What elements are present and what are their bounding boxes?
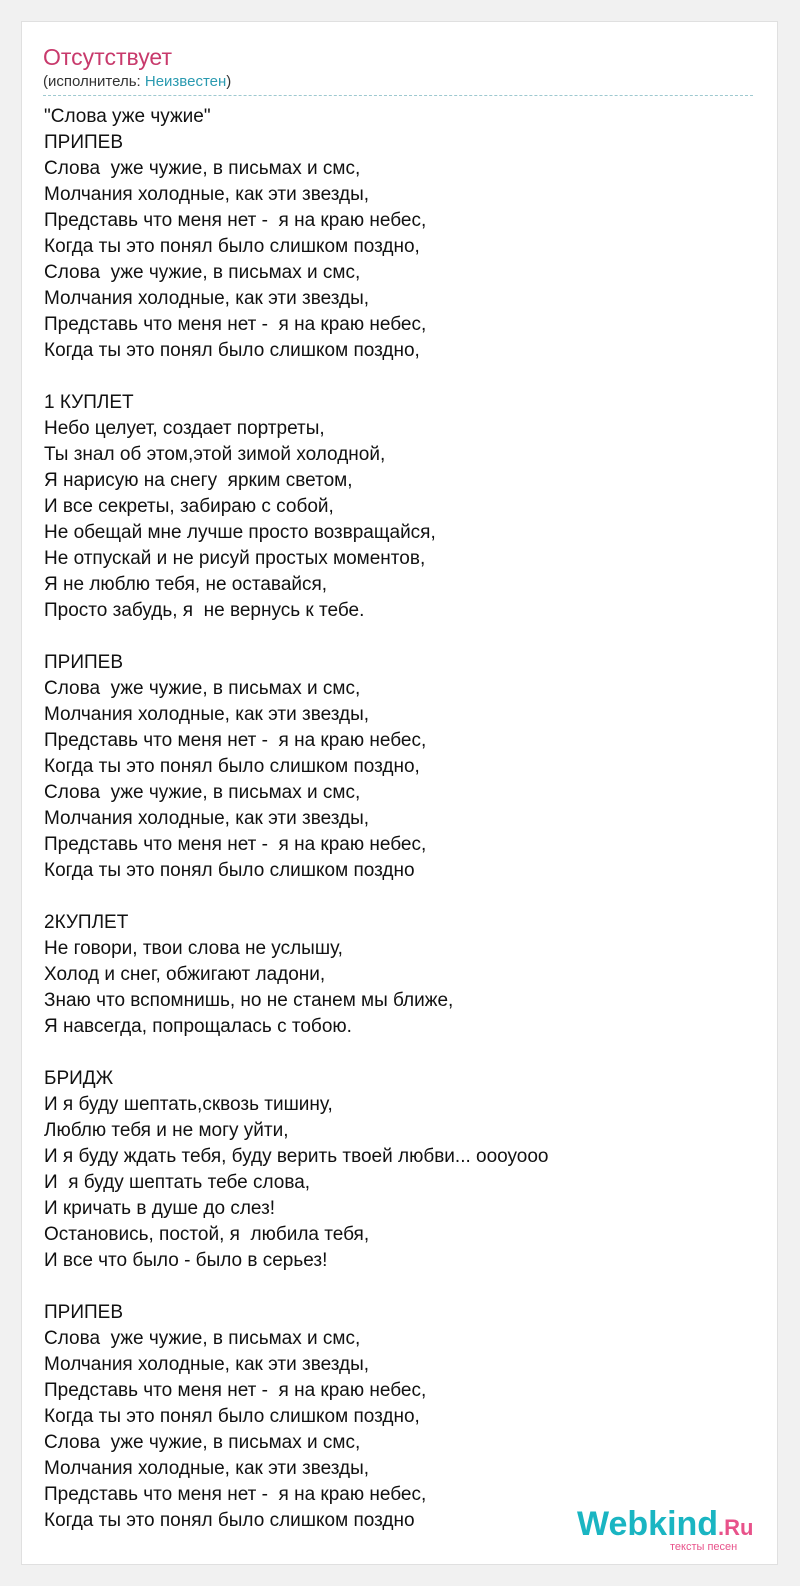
lyric-line — [44, 1274, 754, 1300]
lyric-line: Знаю что вспомнишь, но не станем мы ближе, — [44, 990, 454, 1011]
lyric-line: "Слова уже чужие" — [44, 106, 211, 127]
lyric-line: Молчания холодные, как эти звезды, — [44, 704, 370, 725]
lyric-line: И все что было - было в серьез! — [44, 1250, 328, 1271]
lyric-line: Когда ты это понял было слишком поздно, — [44, 340, 420, 361]
lyrics-text — [44, 104, 754, 1534]
lyric-line: Просто забудь, я не вернусь к тебе. — [44, 600, 365, 621]
lyric-line: БРИДЖ — [44, 1068, 114, 1089]
artist-line — [43, 73, 231, 91]
lyric-line: Когда ты это понял было слишком поздно — [44, 860, 415, 881]
song-title: Отсутствует — [43, 44, 172, 70]
lyric-line: Представь что меня нет - я на краю небес, — [44, 834, 427, 855]
lyric-line: Люблю тебя и не могу уйти, — [44, 1120, 289, 1141]
lyric-line: 1 КУПЛЕТ — [44, 392, 134, 413]
lyric-line: Молчания холодные, как эти звезды, — [44, 1458, 370, 1479]
title-divider — [43, 95, 753, 96]
lyric-line: Слова уже чужие, в письмах и смс, — [44, 678, 361, 699]
lyric-line: Когда ты это понял было слишком поздно, — [44, 756, 420, 777]
lyric-line — [44, 624, 754, 650]
lyric-line: Представь что меня нет - я на краю небес, — [44, 314, 427, 335]
logo-main-text: Webkind — [577, 1505, 719, 1543]
lyric-line: Остановись, постой, я любила тебя, — [44, 1224, 370, 1245]
lyric-line: Не отпускай и не рисуй простых моментов, — [44, 548, 426, 569]
lyric-line: Представь что меня нет - я на краю небес, — [44, 730, 427, 751]
lyric-line: ПРИПЕВ — [44, 652, 123, 673]
lyric-line: И кричать в душе до слез! — [44, 1198, 276, 1219]
artist-prefix: (исполнитель: — [43, 73, 145, 90]
site-logo[interactable] — [577, 1504, 777, 1564]
logo-tagline: тексты песен — [670, 1541, 738, 1553]
lyric-line: Не обещай мне лучше просто возвращайся, — [44, 522, 436, 543]
lyric-line: Когда ты это понял было слишком поздно — [44, 1510, 415, 1531]
lyric-line: Представь что меня нет - я на краю небес, — [44, 1484, 427, 1505]
lyric-line: Я нарисую на снегу ярким светом, — [44, 470, 353, 491]
artist-link[interactable]: Неизвестен — [144, 73, 227, 90]
lyric-line: Холод и снег, обжигают ладони, — [44, 964, 326, 985]
lyric-line: И я буду ждать тебя, буду верить твоей любви... оооуооо — [44, 1146, 549, 1167]
lyric-line: Слова уже чужие, в письмах и смс, — [44, 782, 361, 803]
lyric-line: И я буду шептать,сквозь тишину, — [44, 1094, 333, 1115]
lyric-line: И все секреты, забираю с собой, — [44, 496, 334, 517]
lyric-line: 2КУПЛЕТ — [44, 912, 129, 933]
lyric-line: Молчания холодные, как эти звезды, — [44, 288, 370, 309]
lyric-line: ПРИПЕВ — [44, 1302, 123, 1323]
lyric-line: Молчания холодные, как эти звезды, — [44, 1354, 370, 1375]
lyric-line — [44, 884, 754, 910]
lyric-line: Я навсегда, попрощалась с тобою. — [44, 1016, 352, 1037]
lyric-line: Когда ты это понял было слишком поздно, — [44, 236, 420, 257]
lyric-line: Молчания холодные, как эти звезды, — [44, 808, 370, 829]
logo-tld: .Ru — [718, 1515, 754, 1540]
lyric-line: Слова уже чужие, в письмах и смс, — [44, 158, 361, 179]
lyric-line: Небо целует, создает портреты, — [44, 418, 325, 439]
lyric-line: И я буду шептать тебе слова, — [44, 1172, 311, 1193]
lyric-line: ПРИПЕВ — [44, 132, 123, 153]
lyric-line — [44, 1040, 754, 1066]
lyric-line: Я не люблю тебя, не оставайся, — [44, 574, 328, 595]
lyric-line: Слова уже чужие, в письмах и смс, — [44, 1432, 361, 1453]
lyric-line: Слова уже чужие, в письмах и смс, — [44, 1328, 361, 1349]
lyric-line: Не говори, твои слова не услышу, — [44, 938, 343, 959]
lyric-line — [44, 364, 754, 390]
lyric-line: Ты знал об этом,этой зимой холодной, — [44, 444, 386, 465]
lyric-line: Слова уже чужие, в письмах и смс, — [44, 262, 361, 283]
lyrics-card — [21, 21, 778, 1565]
lyric-line: Представь что меня нет - я на краю небес, — [44, 1380, 427, 1401]
lyric-line: Представь что меня нет - я на краю небес, — [44, 210, 427, 231]
artist-suffix: ) — [226, 73, 232, 90]
lyric-line: Молчания холодные, как эти звезды, — [44, 184, 370, 205]
lyric-line: Когда ты это понял было слишком поздно, — [44, 1406, 420, 1427]
